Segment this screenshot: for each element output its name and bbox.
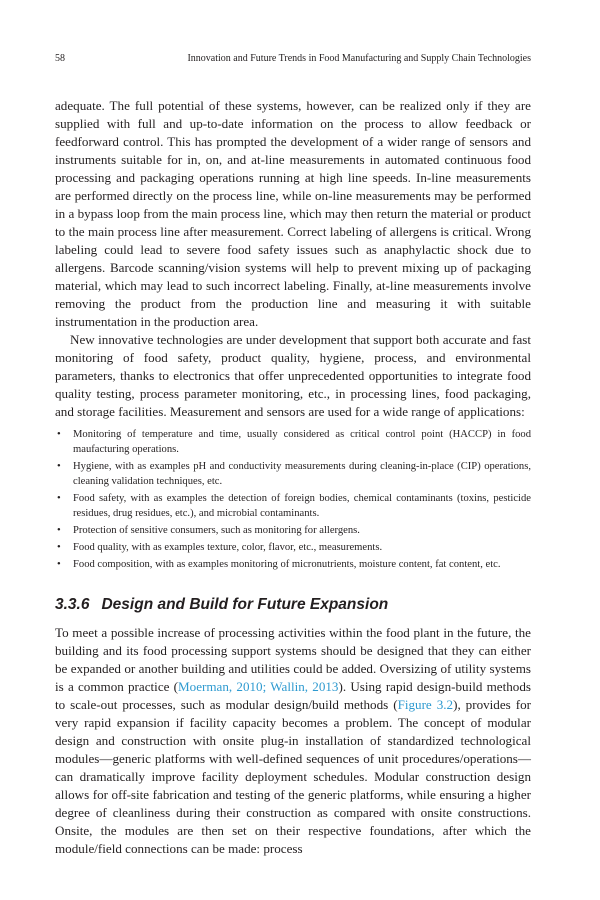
list-item — [55, 557, 531, 572]
list-item — [55, 540, 531, 555]
list-item-text: Protection of sensitive consumers, such as monitoring for allergens. — [73, 525, 360, 536]
bullet-icon: • — [57, 542, 61, 553]
paragraph-3-part-3: ), provides for very rapid expansion if facility capacity becomes a problem. The concept of modular design and construction with onsite plug-in installation of standardized technological modules—generic platforms with well-defined sequences of unit procedures/operations—can dramatically improve facility deployment schedules. Modular construction design allows for off-site fabrication and testing of the generic platforms, while ensuring a higher degree of cleanliness during their construction as compared with onsite constructions. Onsite, the modules are then set on their respective foundations, after which the module/field connections can be made: process — [55, 697, 531, 856]
body-text — [55, 97, 531, 421]
bullet-icon: • — [57, 559, 61, 570]
list-item — [55, 459, 531, 489]
bullet-icon: • — [57, 493, 61, 504]
list-item-text: Food composition, with as examples monitoring of micronutrients, moisture content, fat content, etc. — [73, 559, 501, 570]
bullet-icon: • — [57, 429, 61, 440]
page-number: 58 — [55, 53, 65, 64]
list-item-text: Monitoring of temperature and time, usually considered as critical control point (HACCP) in food maufacturing operations. — [73, 429, 531, 455]
section-number: 3.3.6 — [55, 596, 90, 613]
paragraph-3-part-1: To meet a possible increase of processing activities within the food plant in the future, the building and its food processing support systems should be designed that they can either be expanded or another building and utilities could be added. Oversizing of utility systems is a common practice ( — [55, 625, 531, 694]
figure-link[interactable]: Figure 3.2 — [397, 697, 454, 712]
running-title: Innovation and Future Trends in Food Manufacturing and Supply Chain Technologies — [187, 53, 531, 64]
paragraph-3 — [55, 624, 531, 858]
section-body — [55, 624, 531, 858]
section-heading — [55, 595, 531, 615]
paragraph-2: New innovative technologies are under development that support both accurate and fast monitoring of food safety, product quality, hygiene, process, and environmental parameters, thanks to electronics that offer unprecedented opportunities to integrate food quality testing, process parameter monitoring, etc., in processing lines, food packaging, and storage facilities. Measurement and sensors are used for a wide range of applications: — [55, 332, 531, 419]
list-item-text: Food safety, with as examples the detection of foreign bodies, chemical contaminants (toxins, pesticide residues, drug residues, etc.), and microbial contaminants. — [73, 493, 531, 519]
applications-list — [55, 427, 531, 572]
book-page — [55, 52, 531, 858]
list-item-text: Food quality, with as examples texture, color, flavor, etc., measurements. — [73, 542, 383, 553]
list-item — [55, 427, 531, 457]
citation-link[interactable]: Moerman, 2010; Wallin, 2013 — [178, 679, 339, 694]
list-item — [55, 491, 531, 521]
section-title: Design and Build for Future Expansion — [101, 596, 389, 613]
paragraph-1: adequate. The full potential of these systems, however, can be realized only if they are supplied with full and up-to-date information on the process to allow feedback or feedforward control. This has prompted the development of a wider range of sensors and instruments suitable for in, on, and at-line measurements in automated continuous food processing and packaging operations running at high line speeds. In-line measurements are performed directly on the process line, while on-line measurements may be performed in a bypass loop from the main process line, which may then return the material or product to the main process line after measurement. Correct labeling of allergens is critical. Wrong labeling could lead to severe food safety issues such as anaphylactic shock due to allergens. Barcode scanning/vision systems will help to prevent mixing up of packaging material, which may lead to such incorrect labeling. Finally, at-line measurements involve removing the product from the production line and measuring it with suitable instrumentation in the production area. — [55, 98, 531, 329]
bullet-icon: • — [57, 525, 61, 536]
list-item — [55, 523, 531, 538]
list-item-text: Hygiene, with as examples pH and conductivity measurements during cleaning-in-place (CIP) operations, cleaning validation techniques, etc. — [73, 461, 531, 487]
running-header — [55, 52, 531, 66]
bullet-icon: • — [57, 461, 61, 472]
paragraph-3-part-2: ). Using rapid design-build methods to scale-out processes, such as modular design/build methods ( — [55, 679, 531, 712]
